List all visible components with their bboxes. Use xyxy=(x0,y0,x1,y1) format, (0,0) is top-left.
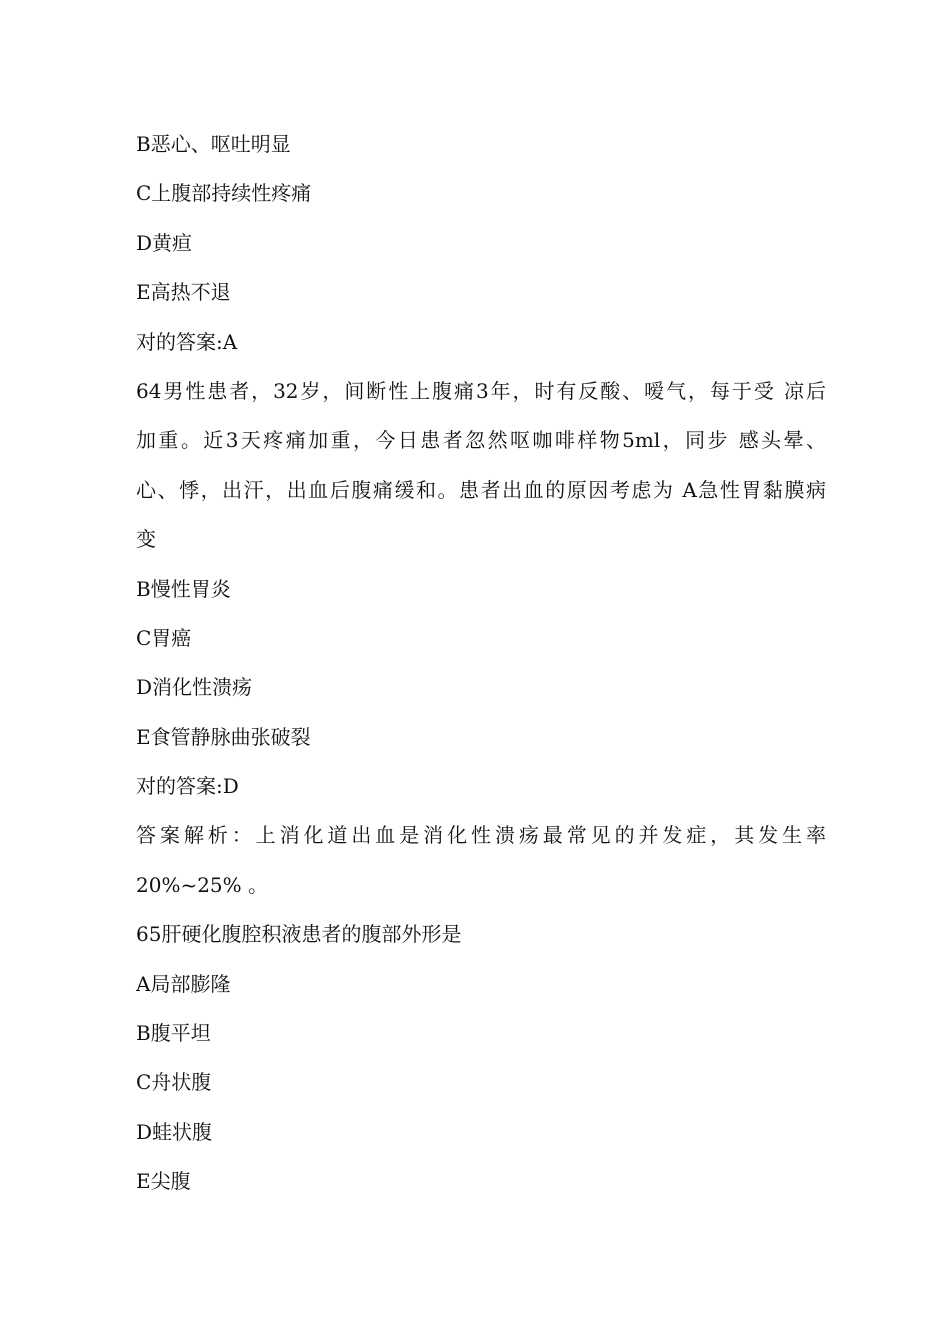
q64-option-d: D消化性溃疡 xyxy=(136,675,253,700)
q64-stem-line-3: 心、悸，出汗，出血后腹痛缓和。患者出血的原因考虑为 A急性胃黏膜病 xyxy=(136,477,826,502)
q63-answer: 对的答案:A xyxy=(136,329,238,354)
q65-option-b: B腹平坦 xyxy=(136,1021,211,1046)
q65-stem: 65肝硬化腹腔积液患者的腹部外形是 xyxy=(136,922,462,947)
q64-option-e: E食管静脉曲张破裂 xyxy=(136,724,311,749)
q64-stem-line-1: 64男性患者，32岁，间断性上腹痛3年，时有反酸、嗳气，每于受 凉后 xyxy=(136,378,826,403)
document-page xyxy=(136,120,826,1207)
q63-option-c: C上腹部持续性疼痛 xyxy=(136,181,312,206)
q65-option-d: D蛙状腹 xyxy=(136,1119,213,1144)
q65-option-c: C舟状腹 xyxy=(136,1070,212,1095)
q64-analysis-line-1: 答案解析：上消化道出血是消化性溃疡最常见的并发症，其发生率 xyxy=(136,823,826,848)
q64-answer: 对的答案:D xyxy=(136,774,239,799)
q63-option-e: E高热不退 xyxy=(136,280,231,305)
q64-option-c: C胃癌 xyxy=(136,625,192,650)
q64-option-b: B慢性胃炎 xyxy=(136,576,231,601)
q64-stem-line-4: 变 xyxy=(136,527,156,552)
q65-option-e: E尖腹 xyxy=(136,1169,191,1194)
q64-analysis-line-2: 20%~25% 。 xyxy=(136,872,269,897)
q63-option-d: D黄疸 xyxy=(136,230,193,255)
q64-stem-line-2: 加重。近3天疼痛加重，今日患者忽然呕咖啡样物5ml，同步 感头晕、 xyxy=(136,428,826,453)
q65-option-a: A局部膨隆 xyxy=(136,971,231,996)
q63-option-b: B恶心、呕吐明显 xyxy=(136,132,291,156)
